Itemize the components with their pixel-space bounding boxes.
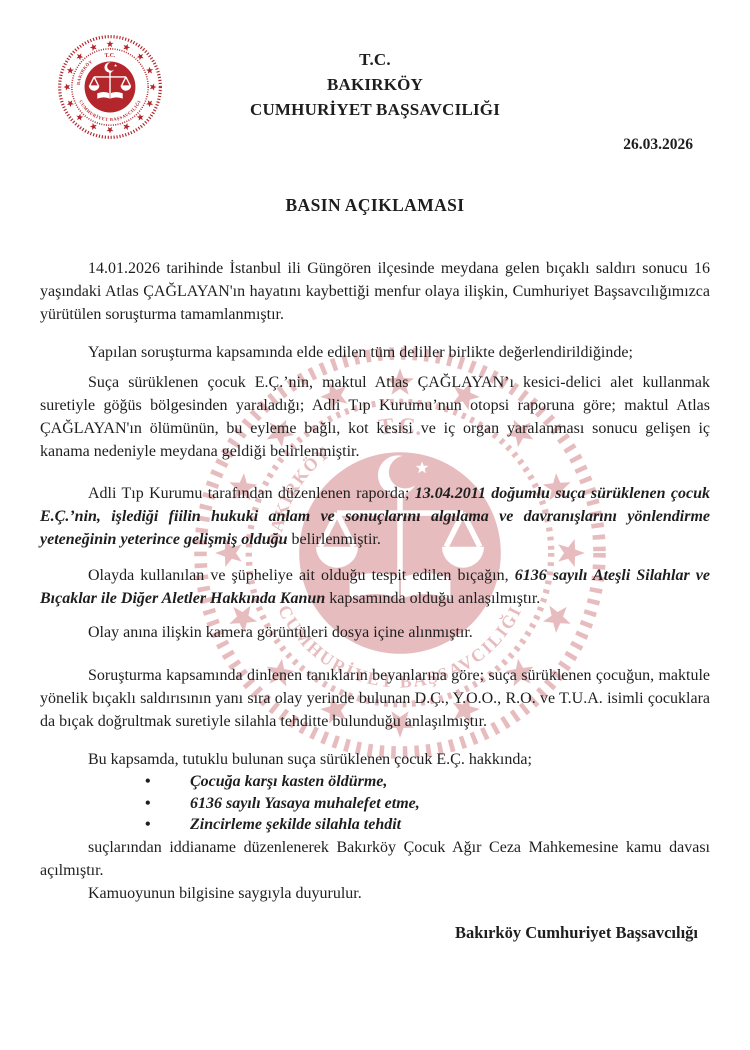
charge-text: 6136 sayılı Yasaya muhalefet etme, [190, 794, 420, 812]
paragraph-evidence-intro: Yapılan soruşturma kapsamında elde edilen tüm deliller birlikte değerlendirildiğinde; [88, 344, 633, 361]
document-title: BASIN AÇIKLAMASI [285, 195, 465, 215]
paragraph-indictment: suçlarından iddianame düzenlenerek Bakırköy Çocuk Ağır Ceza Mahkemesine kamu davası açılmıştır. [40, 838, 710, 879]
p4-prefix: Adli Tıp Kurumu tarafından düzenlenen raporda; [88, 485, 415, 502]
bullet-icon: • [145, 794, 151, 812]
p5-suffix: kapsamında olduğu anlaşılmıştır. [325, 590, 541, 607]
p5-emphasis: 6136 sayılı Ateşli Silahlar ve Bıçaklar ile Diğer Aletler Hakkında Kanun [40, 567, 711, 607]
letterhead [0, 47, 750, 122]
document-date: 26.03.2026 [623, 136, 693, 153]
charge-item [40, 814, 710, 836]
letterhead-tc: T.C. [359, 50, 391, 69]
paragraph-camera-footage: Olay anına ilişkin kamera görüntüleri dosya içine alınmıştır. [88, 624, 473, 641]
p4-emphasis: 13.04.2011 doğumlu suça sürüklenen çocuk E.Ç.’nin, işlediği fiilin hukuki anlam ve sonuçlarını algılama ve davranışlarını yönlendirme yeteneğinin yeterince gelişmiş olduğu [40, 485, 711, 548]
charges-list [40, 771, 710, 836]
paragraph-incident-summary: 14.01.2026 tarihinde İstanbul ili Güngören ilçesinde meydana gelen bıçaklı saldırı sonucu 16 yaşındaki Atlas ÇAĞLAYAN'ın hayatını kaybettiği menfur olaya ilişkin, Cumhuriyet Başsavcılığımızca yürütülen soruşturma tamamlanmıştır. [40, 260, 710, 323]
paragraph-forensic-report [40, 482, 710, 551]
p4-suffix: belirlenmiştir. [287, 531, 381, 548]
letterhead-city: BAKIRKÖY [326, 75, 424, 94]
signature-office-name: Bakırköy Cumhuriyet Başsavcılığı [455, 923, 698, 942]
charge-text: Çocuğa karşı kasten öldürme, [190, 773, 388, 790]
paragraph-weapon-law [40, 564, 710, 610]
paragraph-autopsy-findings: Suça sürüklenen çocuk E.Ç.’nin, maktul Atlas ÇAĞLAYAN’ı kesici-delici alet kullanmak suretiyle göğüs bölgesinden yaraladığı; Adli Tıp Kurumu’nun otopsi raporuna göre; maktul Atlas ÇAĞLAYAN'ın ölümünün, bu eyleme bağlı, kot kesisi ve iç organ yaralanması sonucu gelişen iç kanama nedeniyle meydana geldiği belirlenmiştir. [40, 374, 710, 460]
document-body [40, 257, 710, 905]
paragraph-charges-intro: Bu kapsamda, tutuklu bulunan suça sürüklenen çocuk E.Ç. hakkında; [88, 751, 532, 768]
p5-prefix: Olayda kullanılan ve şüpheliye ait olduğu tespit edilen bıçağın, [88, 567, 515, 584]
letterhead-office: CUMHURİYET BAŞSAVCILIĞI [249, 100, 501, 119]
charge-item [40, 771, 710, 793]
charge-text: Zincirleme şekilde silahla tehdit [190, 816, 402, 833]
bullet-icon: • [145, 816, 151, 833]
paragraph-witness-statements: Soruşturma kapsamında dinlenen tanıkların beyanlarına göre; suça sürüklenen çocuğun, maktule yönelik bıçaklı saldırısının yanı sıra olay yerinde bulunan D.Ç., Y.O.O., R.O. ve T.U.A. isimli çocuklara da bıçak doğrultmak suretiyle silahla tehditte bulunduğu anlaşılmıştır. [40, 667, 710, 730]
charge-item [40, 793, 710, 815]
bullet-icon: • [145, 773, 151, 790]
paragraph-closing: Kamuoyunun bilgisine saygıyla duyurulur. [88, 884, 362, 902]
